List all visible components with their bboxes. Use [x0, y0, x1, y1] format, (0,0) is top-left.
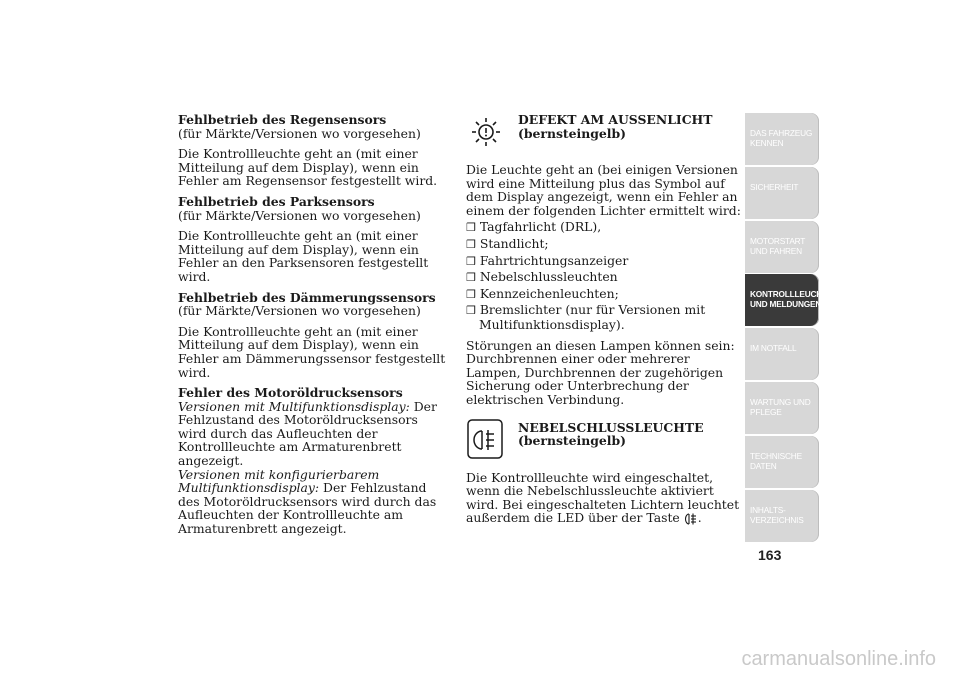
- punctuation: .: [697, 510, 702, 526]
- tab-label: TECHNISCHE DATEN: [750, 450, 802, 471]
- section-oil-sensor: [178, 386, 450, 400]
- version-label: Versionen mit konfigurierbarem Multifunktionsdisplay:: [178, 466, 380, 496]
- chapter-tabs: [745, 113, 839, 543]
- section-body: Die Kontrollleuchte geht an (mit einer Mitteilung auf dem Display), wenn ein Fehler am Dämmerungssensor festgestellt wird.: [178, 323, 446, 380]
- oil-text: Der Fehlzustand des Motoröldrucksensors wird durch das Aufleuchten der Kontrollleuchte am Armaturenbrett angezeigt.: [178, 398, 437, 469]
- lamp-list: [466, 220, 742, 331]
- exterior-light-fault-icon: [466, 110, 506, 154]
- page-number: 163: [758, 547, 782, 563]
- tab-label: INHALTS-VERZEICHNIS: [750, 504, 804, 525]
- tab-label: IM NOTFALL: [750, 343, 797, 354]
- list-item: [466, 254, 742, 269]
- oil-para-2: [178, 468, 450, 536]
- tab-sicherheit[interactable]: [745, 167, 819, 219]
- tab-label: DAS FAHRZEUG KENNEN: [750, 128, 813, 148]
- bullet-icon: ❒: [466, 254, 476, 268]
- list-item-text: Nebelschlussleuchten: [479, 269, 618, 285]
- list-item: [466, 303, 742, 331]
- section-body: Die Kontrollleuchte geht an (mit einer Mitteilung auf dem Display), wenn ein Fehler an den Parksensoren festgestellt wird.: [178, 228, 429, 284]
- section-title: Fehlbetrieb des Regensensors: [178, 112, 387, 127]
- section-park-sensor: [178, 195, 450, 222]
- section-dusk-sensor: [178, 291, 450, 318]
- section-rain-sensor: [178, 113, 450, 140]
- tab-label: KONTROLLLEUCHTEN UND MELDUNGEN: [750, 289, 839, 310]
- watermark: carmanualsonline.info: [741, 648, 936, 670]
- list-item: [466, 237, 742, 252]
- bullet-icon: ❒: [466, 304, 476, 318]
- section-title: Fehlbetrieb des Dämmerungssensors: [178, 289, 436, 305]
- rear-fog-light-icon: [466, 418, 506, 462]
- list-item: [466, 270, 742, 285]
- warning-color: (bernsteingelb): [518, 125, 627, 141]
- tab-label: WARTUNG UND PFLEGE: [750, 396, 811, 417]
- exterior-light-intro: Die Leuchte geht an (bei einigen Versionen wird eine Mitteilung plus das Symbol auf dem Display angezeigt, wenn ein Fehler an einem der folgenden Lichter ermittelt wird:: [466, 162, 741, 218]
- list-item: [466, 220, 742, 235]
- list-item-text: Kennzeichenleuchten;: [479, 285, 619, 301]
- tab-label: SICHERHEIT: [750, 181, 799, 192]
- list-item-text: Standlicht;: [479, 235, 549, 251]
- section-title: Fehlbetrieb des Parksensors: [178, 193, 375, 209]
- tab-label: MOTORSTART UND FAHREN: [750, 235, 806, 256]
- tab-inhaltsverzeichnis[interactable]: [745, 490, 819, 542]
- section-body: Die Kontrollleuchte geht an (mit einer Mitteilung auf dem Display), wenn ein Fehler am Regensensor festgestellt wird.: [178, 146, 438, 189]
- fog-light-text: [466, 471, 742, 526]
- section-subtitle: (für Märkte/Versionen wo vorgesehen): [178, 125, 421, 141]
- version-label: Versionen mit Multifunktionsdisplay:: [178, 398, 410, 414]
- list-item-text: Tagfahrlicht (DRL),: [479, 219, 602, 235]
- fog-light-button-icon: [684, 512, 698, 526]
- fog-light-description: Die Kontrollleuchte wird eingeschaltet, wenn die Nebelschlussleuchte aktiviert wird. Bei eingeschalteten Lichtern leuchtet außerdem die LED über der Taste: [466, 469, 740, 526]
- bullet-icon: ❒: [466, 221, 476, 235]
- oil-para-1: [178, 400, 450, 468]
- warning-title: DEFEKT AM AUSSENLICHT: [518, 112, 713, 127]
- section-subtitle: (für Märkte/Versionen wo vorgesehen): [178, 207, 421, 223]
- tab-technische-daten[interactable]: [745, 436, 819, 488]
- exterior-light-outro: Störungen an diesen Lampen können sein: Durchbrennen einer oder mehrerer Lampen, Durchbrennen der zugehörigen Sicherung oder Unterbrechung der elektrischen Verbindung.: [466, 337, 735, 407]
- left-column: [178, 113, 450, 543]
- tab-wartung[interactable]: [745, 382, 819, 434]
- exterior-light-block: [466, 113, 742, 157]
- fog-light-block: [466, 421, 742, 465]
- bullet-icon: ❒: [466, 287, 476, 301]
- section-subtitle: (für Märkte/Versionen wo vorgesehen): [178, 303, 421, 319]
- fog-light-title: [518, 421, 742, 448]
- warning-title: NEBELSCHLUSSLEUCHTE: [518, 419, 704, 435]
- exterior-light-title: [518, 113, 742, 140]
- section-title: Fehler des Motoröldrucksensors: [178, 385, 403, 401]
- list-item-text: Bremslichter (nur für Versionen mit Multifunktionsdisplay).: [479, 302, 706, 332]
- bullet-icon: ❒: [466, 237, 476, 251]
- right-column: [466, 113, 742, 533]
- list-item-text: Fahrtrichtungsanzeiger: [479, 252, 629, 268]
- warning-color: (bernsteingelb): [518, 433, 627, 449]
- list-item: [466, 287, 742, 302]
- bullet-icon: ❒: [466, 271, 476, 285]
- tab-motorstart[interactable]: [745, 221, 819, 273]
- tab-kontrollleuchten[interactable]: [745, 274, 839, 326]
- tab-das-fahrzeug-kennen[interactable]: [745, 113, 819, 165]
- tab-im-notfall[interactable]: [745, 328, 819, 380]
- oil-text: Der Fehlzustand des Motoröldrucksensors wird durch das Aufleuchten der Kontrollleuchte am Armaturenbrett angezeigt.: [178, 480, 437, 537]
